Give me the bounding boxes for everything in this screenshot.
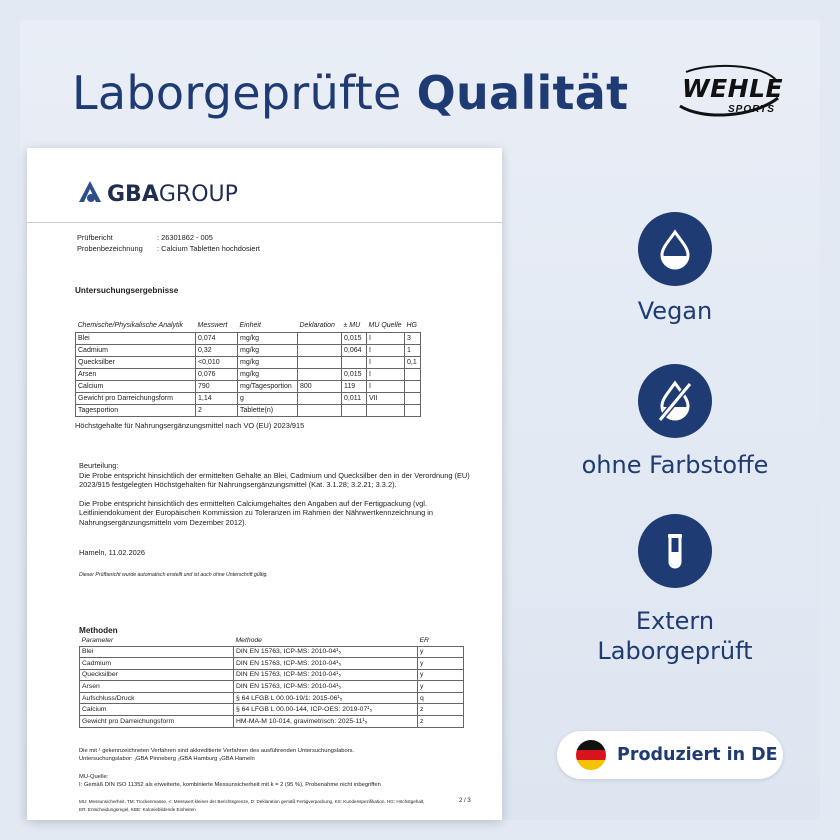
brand-sub: SPORTS [728,104,775,115]
results-cell: 0,064 [342,344,367,356]
methods-row [80,704,464,716]
results-cell: g [238,392,298,404]
gba-triangle-icon [79,180,105,204]
results-row [76,404,421,416]
methods-cell: z [418,704,464,716]
report-meta: Prüfbericht : 26301862 - 005 Probenbezeichnung : Calcium Tabletten hochdosiert [77,233,260,253]
results-cell: Quecksilber [76,356,196,368]
footnote-abbrev: MU: Messunsicherheit, TM: Trockenmasse, <: Messwert kleiner der Berichtsgrenze, D: Deklaration gemäß Fertigverpackung, KS: Kundenspezifikation, HG: Höchstgehalt, [79,799,425,804]
results-cell [367,404,405,416]
results-cell: mg/kg [238,356,298,368]
auto-note: Dieser Prüfbericht wurde automatisch erstellt und ist auch ohne Unterschrift gültig. [79,572,268,578]
results-row [76,344,421,356]
methods-cell: Arsen [80,681,234,693]
methods-row [80,646,464,658]
results-row [76,332,421,344]
feature-label-laborgeprueft: Laborgeprüft [597,637,753,665]
methods-cell: HM-MA-M 10-014, gravimetrisch: 2025-11¹₅ [234,716,418,728]
results-cell [298,404,342,416]
methods-cell: Cadmium [80,658,234,670]
methods-row [80,692,464,704]
results-cell: 3 [405,332,421,344]
results-cell [405,404,421,416]
results-cell: I [367,380,405,392]
feature-label-vegan: Vegan [637,297,713,325]
footnote-abbrev2: ER: Entscheidungsregel, KBE: Koloniebildende Einheiten [79,807,196,812]
footnote-mu-def: I: Gemäß DIN ISO 11352 als erweiterte, kombinierte Messunsicherheit mit k = 2 (95 %), Probenahme nicht inbegriffen [79,782,381,788]
results-row [76,368,421,380]
results-cell: Gewicht pro Darreichungsform [76,392,196,404]
results-cell: I [367,332,405,344]
feature-label-extern: Extern [635,607,715,635]
results-cell: 800 [298,380,342,392]
results-cell: Arsen [76,368,196,380]
results-title: Untersuchungsergebnisse [75,286,179,295]
results-cell: I [367,356,405,368]
results-cell: VII [367,392,405,404]
results-row [76,380,421,392]
results-cell: 790 [196,380,238,392]
results-cell: 119 [342,380,367,392]
methods-row [80,716,464,728]
methods-cell: DIN EN 15763, ICP-MS: 2010-04¹₅ [234,658,418,670]
results-cell: Tablette(n) [238,404,298,416]
results-cell [405,392,421,404]
results-cell: 0,011 [342,392,367,404]
results-cell: 0,015 [342,368,367,380]
methods-cell: y [418,658,464,670]
results-cell: mg/kg [238,332,298,344]
results-cell: Blei [76,332,196,344]
feature-no-dye [560,364,790,484]
results-cell: 0,074 [196,332,238,344]
methods-cell: DIN EN 15763, ICP-MS: 2010-04¹₅ [234,681,418,693]
test-tube-icon [638,514,712,588]
results-cell [342,356,367,368]
results-cell [298,344,342,356]
brand-logo [672,62,784,124]
results-cell: mg/kg [238,368,298,380]
methods-row [80,669,464,681]
footnote-mu: MU-Quelle: [79,774,109,780]
results-cell: Calcium [76,380,196,392]
feature-lab-tested [560,514,790,674]
footnote-labs: Untersuchungslabor: ₁GBA Pinneberg ₂GBA Hamburg ₃GBA Hameln [79,756,255,762]
results-cell: Tagesportion [76,404,196,416]
results-table: Chemische/Physikalische Analytik Messwert Einheit Deklaration ± MU MU Quelle HG Blei 0,074 mg/kg 0,015 I 3 Cadmium 0,32 mg/kg 0,064 I 1 Quecksilber <0,010 mg/kg I 0,1 Arsen 0,076 mg/kg 0,015 I Calcium 790 mg/Tagesportion 800 119 I Gewicht pro Darreichungsform 1,14 g 0,011 VII Tagesportion 2 Tablette(n) [75,319,421,417]
footnote-accredited: Die mit ¹ gekennzeichneten Verfahren sind akkreditierte Verfahren des ausführenden Untersuchungslabors. [79,748,355,754]
results-cell [342,404,367,416]
brand-name: WEHLE [682,74,784,103]
results-cell: 0,32 [196,344,238,356]
results-cell: mg/kg [238,344,298,356]
limit-note: Höchstgehalte für Nahrungsergänzungsmittel nach VO (EU) 2023/915 [75,421,305,430]
no-dye-icon [638,364,712,438]
feature-label-no-dye: ohne Farbstoffe [581,451,769,479]
lab-report: GBAGROUP Prüfbericht : 26301862 - 005 Probenbezeichnung : Calcium Tabletten hochdosiert Untersuchungsergebnisse Chemische/Physikalische Analytik Messwert Einheit Deklaration ± MU MU Quelle HG Blei 0,074 mg/kg 0,015 I 3 Cadmium 0,32 mg/kg 0,064 I 1 Quecksilber <0,010 mg/kg I 0,1 Arsen 0,076 mg/kg 0,015 I Calcium 790 mg/Tagesportion 800 119 I Gewicht pro Darreichungsform 1,14 g 0,011 VII Tagesportion 2 Tablette(n) Höchstgehalte für Nahrungsergänzungsmittel nach VO (EU) 2023/915 Beurteilung: Die Probe entspricht hinsichtlich der ermittelten Gehalte an Blei, Cadmium und Quecksilber den in der Verordnung (EU) 2023/915 festgelegten Höchstgehalten für Nahrungsergänzungsmittel (Kat. 3.1.28; 3.2.21; 3.3.2). Die Probe entspricht hinsichtlich des ermittelten Calciumgehaltes den Angaben auf der Fertigpackung (vgl. Leitliniendokument der Europäischen Kommission zu Toleranzen im Rahmen der Nährwertkennzeichnung in Nahrungsergänzungsmitteln vom Dezember 2012). Hameln, 11.02.2026 Dieser Prüfbericht wurde automatisch erstellt und ist auch ohne Unterschrift gültig. Methoden Parameter Methode ER Blei DIN EN 15763, ICP-MS: 2010-04¹₅ y Cadmium DIN EN 15763, ICP-MS: 2010-04¹₅ y Quecksilber DIN EN 15763, ICP-MS: 2010-04¹₅ y Arsen DIN EN 15763, ICP-MS: 2010-04¹₅ y Aufschluss/Druck § 64 LFGB L 00.00-19/1: 2015-06¹₅ q Calcium § 64 LFGB L 00.00-144, ICP-OES: 2019-07¹₅ z Gewicht pro Darreichungsform HM-MA-M 10-014, gravimetrisch: 2025-11¹₅ z Die mit ¹ gekennzeichneten Verfahren sind akkreditierte Verfahren des ausführenden Untersuchungslabors. Untersuchungslabor: ₁GBA Pinneberg ₂GBA Hamburg ₃GBA Hameln MU-Quelle: I: Gemäß DIN ISO 11352 als erweiterte, kombinierte Messunsicherheit mit k = 2 (95 %), Probenahme nicht inbegriffen MU: Messunsicherheit, TM: Trockenmasse, <: Messwert kleiner der Berichtsgrenze, D: Deklaration gemäß Fertigverpackung, KS: Kundenspezifikation, HG: Höchstgehalt, ER: Entscheidungsregel, KBE: Koloniebildende Einheiten 2 / 3 [27,148,502,820]
results-cell: 2 [196,404,238,416]
methods-cell: Calcium [80,704,234,716]
methods-cell: Quecksilber [80,669,234,681]
methods-row [80,658,464,670]
methods-cell: y [418,681,464,693]
results-cell [298,368,342,380]
results-cell [298,392,342,404]
results-row [76,356,421,368]
methods-cell: § 64 LFGB L 00.00-144, ICP-OES: 2019-07¹₅ [234,704,418,716]
methods-cell: y [418,669,464,681]
results-cell: 0,1 [405,356,421,368]
place-date: Hameln, 11.02.2026 [79,548,146,557]
results-cell: 0,076 [196,368,238,380]
methods-cell: § 64 LFGB L 00.00-19/1: 2015-06¹₅ [234,692,418,704]
methods-cell: z [418,716,464,728]
methods-cell: Gewicht pro Darreichungsform [80,716,234,728]
methods-cell: Blei [80,646,234,658]
methods-cell: Aufschluss/Druck [80,692,234,704]
results-cell [298,356,342,368]
results-cell: Cadmium [76,344,196,356]
page-number: 2 / 3 [459,798,471,804]
results-cell: 1,14 [196,392,238,404]
results-cell: 1 [405,344,421,356]
methods-table: Parameter Methode ER Blei DIN EN 15763, ICP-MS: 2010-04¹₅ y Cadmium DIN EN 15763, ICP-MS: 2010-04¹₅ y Quecksilber DIN EN 15763, ICP-MS: 2010-04¹₅ y Arsen DIN EN 15763, ICP-MS: 2010-04¹₅ y Aufschluss/Druck § 64 LFGB L 00.00-19/1: 2015-06¹₅ q Calcium § 64 LFGB L 00.00-144, ICP-OES: 2019-07¹₅ z Gewicht pro Darreichungsform HM-MA-M 10-014, gravimetrisch: 2025-11¹₅ z [79,636,464,728]
feature-vegan [560,212,790,332]
results-cell [405,368,421,380]
results-cell: mg/Tagesportion [238,380,298,392]
methods-title: Methoden [79,626,118,635]
assessment: Beurteilung: Die Probe entspricht hinsichtlich der ermittelten Gehalte an Blei, Cadmium und Quecksilber den in der Verordnung (EU) 2023/915 festgelegten Höchstgehalten für Nahrungsergänzungsmittel (Kat. 3.1.28; 3.2.21; 3.3.2). Die Probe entspricht hinsichtlich des ermittelten Calciumgehaltes den Angaben auf der Fertigpackung (vgl. Leitliniendokument der Europäischen Kommission zu Toleranzen im Rahmen der Nährwertkennzeichnung in Nahrungsergänzungsmitteln vom Dezember 2012). [79,461,470,527]
results-cell [298,332,342,344]
methods-cell: DIN EN 15763, ICP-MS: 2010-04¹₅ [234,646,418,658]
badge-label: Produziert in DE [617,745,778,765]
methods-row [80,681,464,693]
methods-cell: q [418,692,464,704]
methods-cell: y [418,646,464,658]
methods-cell: DIN EN 15763, ICP-MS: 2010-04¹₅ [234,669,418,681]
headline: Laborgeprüfte Qualität [72,66,629,120]
results-cell: I [367,344,405,356]
made-in-germany-badge [557,731,783,779]
header-rule [27,222,502,223]
germany-flag-icon [576,740,606,770]
results-cell: <0,010 [196,356,238,368]
results-row [76,392,421,404]
results-cell: 0,015 [342,332,367,344]
results-cell: I [367,368,405,380]
drop-icon [638,212,712,286]
results-cell [405,380,421,392]
